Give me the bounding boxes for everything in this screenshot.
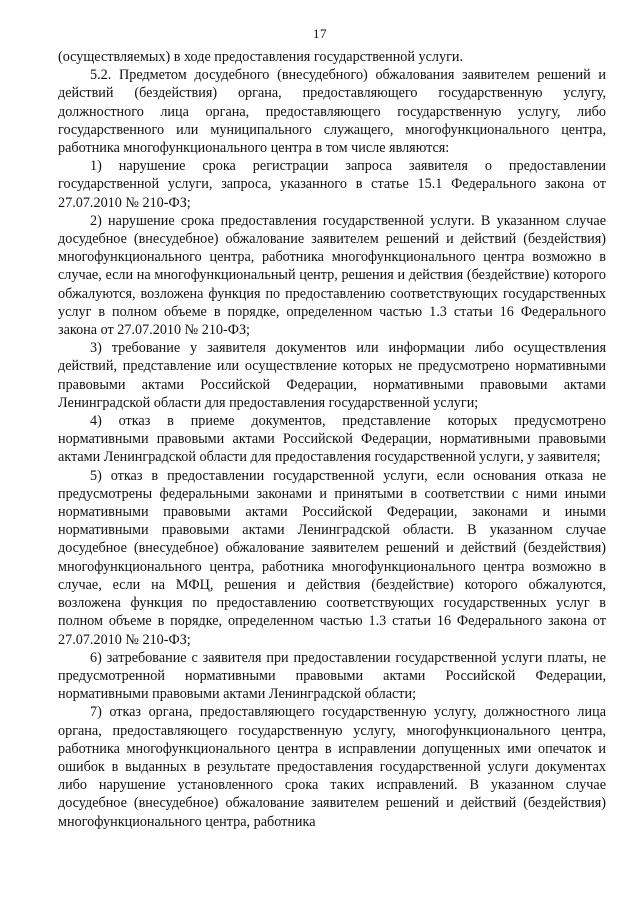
list-item-6: 6) затребование с заявителя при предоставлении государственной услуги платы, не предусмотренной нормативными правовыми актами Российской Федерации, нормативными правовыми актами Ленинградской области; [58, 649, 606, 703]
list-item-7: 7) отказ органа, предоставляющего государственную услугу, должностного лица органа, предоставляющего государственную услугу, многофункционального центра, работника многофункционального центра в исправлении допущенных ими опечаток и ошибок в выданных в результате предоставления государственной услуги документах либо нарушение установленного срока таких исправлений. В указанном случае досудебное (внесудебное) обжалование заявителем решений и действий (бездействия) многофункционального центра, работника [58, 704, 606, 830]
list-item-3: 3) требование у заявителя документов или информации либо осуществления действий, представление или осуществление которых не предусмотрено нормативными правовыми актами Российской Федерации, нормативными правовыми актами Ленинградской области для предоставления государственной услуги; [58, 340, 606, 411]
paragraph-continuation: (осуществляемых) в ходе предоставления государственной услуги. [58, 49, 464, 65]
list-item-1: 1) нарушение срока регистрации запроса заявителя о предоставлении государственной услуги, запроса, указанного в статье 15.1 Федерального закона от 27.07.2010 № 210-ФЗ; [58, 158, 606, 211]
list-item-2: 2) нарушение срока предоставления государственной услуги. В указанном случае досудебное (внесудебное) обжалование заявителем решений и действий (бездействия) многофункционального центра, работника многофункционального центра возможно в случае, если на многофункциональный центр, решения и действия (бездействие) которого обжалуются, возложена функция по предоставлению соответствующих государственных услуг в полном объеме в порядке, определенном частью 1.3 статьи 16 Федерального закона от 27.07.2010 № 210-ФЗ; [58, 212, 606, 339]
page-number: 17 [313, 26, 327, 41]
paragraph-5-2: 5.2. Предметом досудебного (внесудебного) обжалования заявителем решений и действий (бездействия) органа, предоставляющего государственную услугу, должностного лица органа, предоставляющего государственную услугу, либо государственного или муниципального служащего, многофункционального центра, работника многофункционального центра в том числе являются: [58, 67, 606, 157]
body-text [58, 48, 606, 831]
list-item-4: 4) отказ в приеме документов, представление которых предусмотрено нормативными правовыми актами Российской Федерации, нормативными правовыми актами Ленинградской области для предоставления государственной услуги, у заявителя; [58, 413, 606, 466]
list-item-5: 5) отказ в предоставлении государственной услуги, если основания отказа не предусмотрены федеральными законами и принятыми в соответствии с ними иными нормативными правовыми актами Российской Федерации, законами и иными нормативными правовыми актами Ленинградской области. В указанном случае досудебное (внесудебное) обжалование заявителем решений и действий (бездействия) многофункционального центра, работника многофункционального центра возможно в случае, если на МФЦ, решения и действия (бездействие) которого обжалуются, возложена функция по предоставлению соответствующих государственных услуг в полном объеме в порядке, определенном частью 1.3 статьи 16 Федерального закона от 27.07.2010 № 210-ФЗ; [58, 467, 606, 648]
